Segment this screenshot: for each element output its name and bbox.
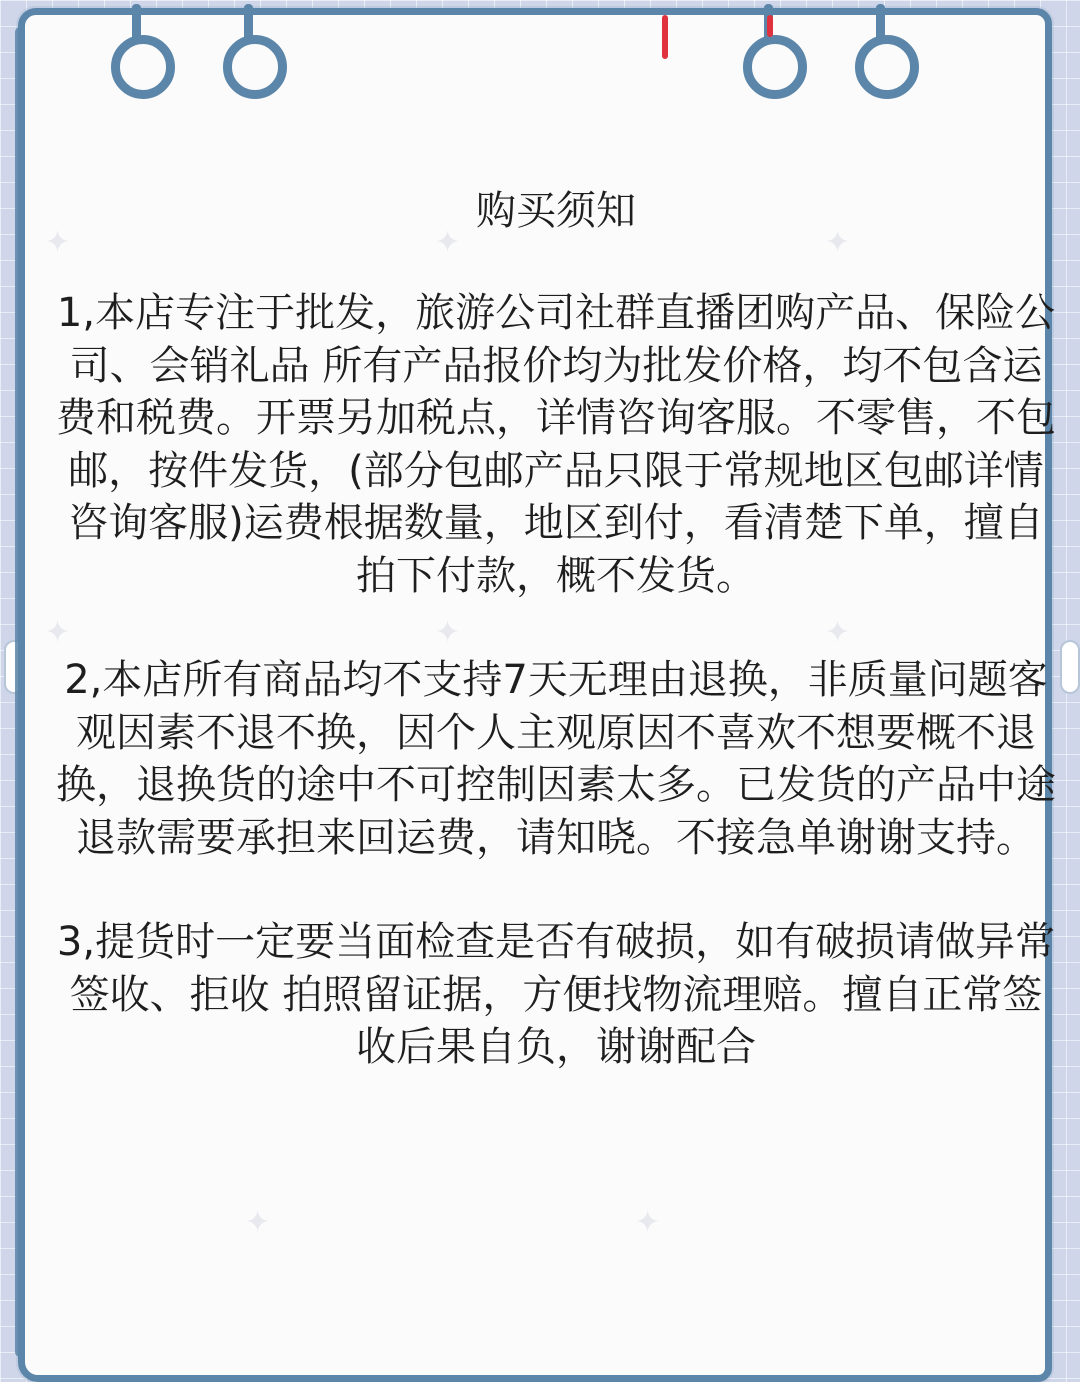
red-pen-mark (767, 15, 773, 37)
binder-ring-icon (743, 35, 807, 99)
sparkle-icon: ✦ (825, 225, 851, 260)
notebook-page (18, 8, 1056, 1382)
notice-content (55, 175, 1057, 1126)
sparkle-icon: ✦ (825, 615, 851, 650)
sparkle-icon: ✦ (45, 225, 71, 260)
sparkle-icon: ✦ (635, 1205, 661, 1240)
sparkle-icon: ✦ (245, 1205, 271, 1240)
sparkle-icon: ✦ (45, 615, 71, 650)
notice-paragraph-1: 1,本店专注于批发，旅游公司社群直播团购产品、保险公司、会销礼品 所有产品报价均为批发价格，均不包含运费和税费。开票另加税点，详情咨询客服。不零售，不包邮，按件发货，(部分包邮产品只限于常规地区包邮详情咨询客服)运费根据数量，地区到付，看清楚下单，擅自拍下付款，概不发货。 (56, 290, 1056, 599)
notice-paragraph-3: 3,提货时一定要当面检查是否有破损，如有破损请做异常签收、拒收 拍照留证据，方便找物流理赔。擅自正常签收后果自负，谢谢配合 (56, 919, 1056, 1070)
red-pen-mark (662, 15, 668, 59)
notice-paragraph-2: 2,本店所有商品均不支持7天无理由退换，非质量问题客观因素不退不换，因个人主观原因不喜欢不想要概不退换，退换货的途中不可控制因素太多。已发货的产品中途退款需要承担来回运费，请知晓。不接急单谢谢支持。 (56, 657, 1056, 861)
sparkle-icon: ✦ (435, 225, 461, 260)
binder-ring-icon (223, 35, 287, 99)
page-title: 购买须知 (476, 188, 636, 234)
side-clip-right (1060, 640, 1080, 694)
sparkle-icon: ✦ (435, 615, 461, 650)
binder-ring-icon (855, 35, 919, 99)
binder-ring-icon (111, 35, 175, 99)
